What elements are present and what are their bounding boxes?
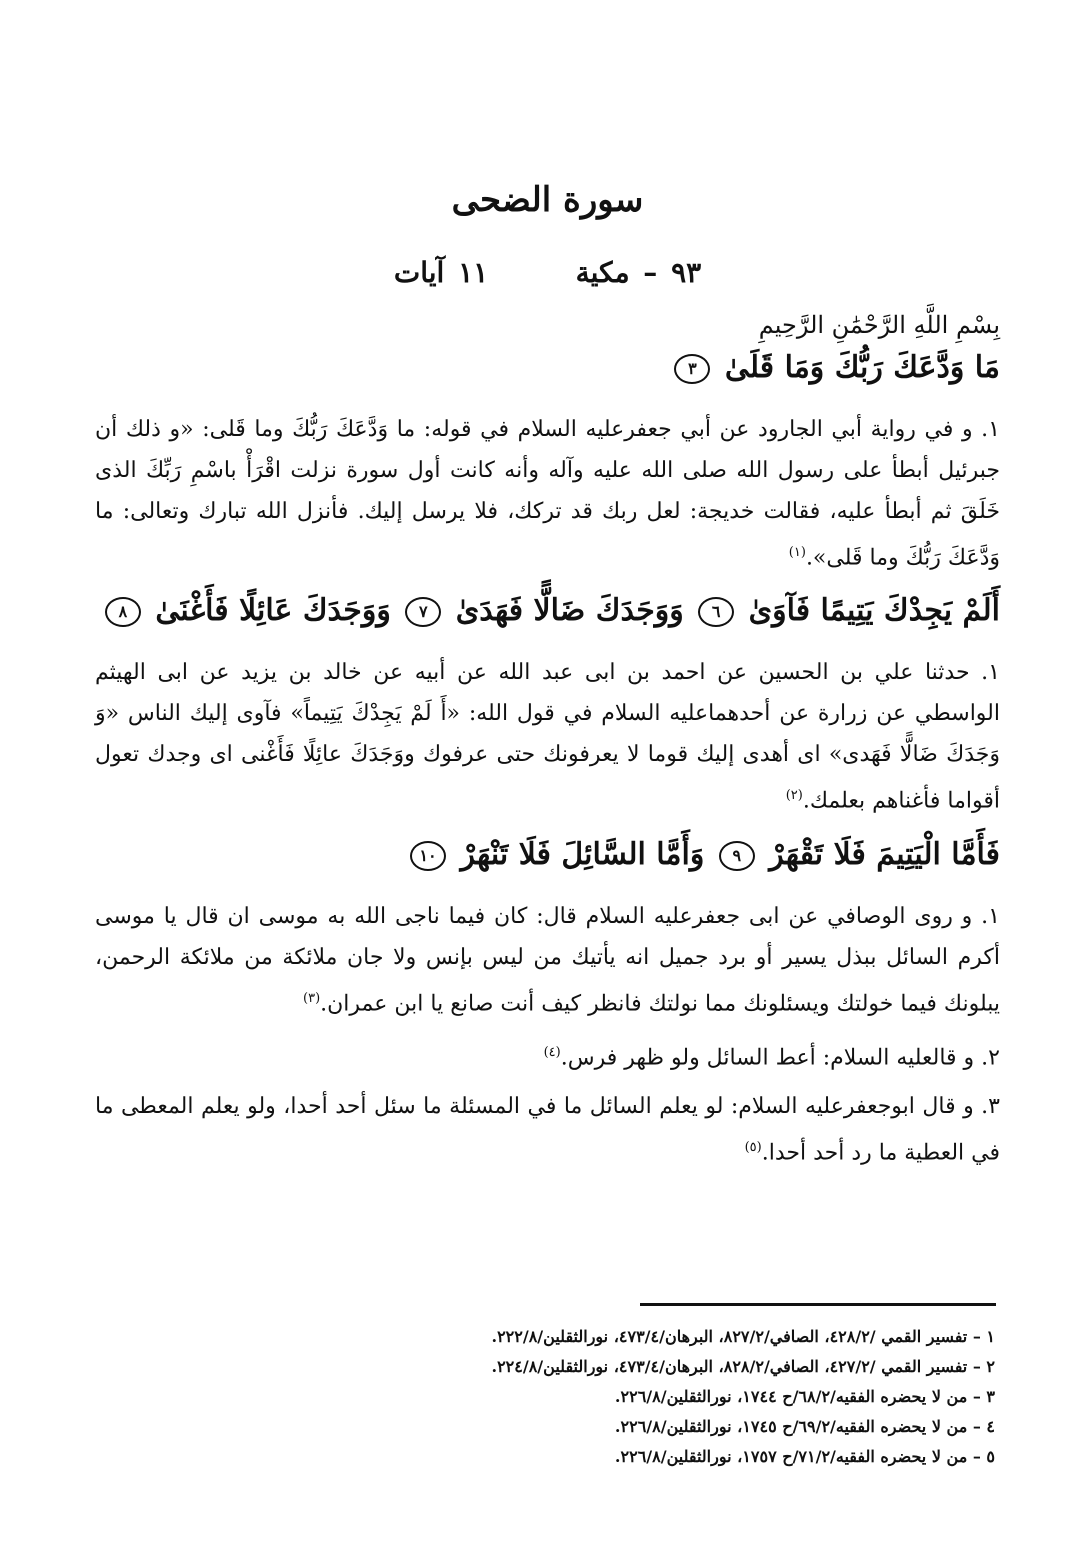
ayah-number: ٦ bbox=[698, 597, 734, 627]
footnote: ٢ – تفسير القمي /٤٢٧/٢، الصافي/٨٢٨/٢، البرهان/٤٧٣/٤، نورالثقلين/٢٢٤/٨. bbox=[491, 1357, 995, 1376]
quran-verse bbox=[95, 830, 1000, 880]
basmala: بِسْمِ اللَّهِ الرَّحْمَٰنِ الرَّحِيمِ bbox=[758, 311, 1000, 339]
footnote: ٣ – من لا يحضره الفقيه/٦٨/٢/ح ١٧٤٤، نورالثقلين/٢٢٦/٨. bbox=[614, 1387, 995, 1406]
paragraph-text: ٢. و قالعليه السلام: أعط السائل ولو ظهر فرس. bbox=[560, 1045, 1000, 1071]
paragraph-text: ٣. و قال ابوجعفرعليه السلام: لو يعلم السائل ما في المسئلة ما سئل أحد أحدا، ولو يعلم المعطى ما في العطية ما رد أحد أحدا. bbox=[95, 1094, 1000, 1166]
hadith-paragraph bbox=[95, 409, 1000, 578]
footnote-ref[interactable]: (٢) bbox=[785, 788, 803, 804]
surah-ayat-count: ١١ آيات bbox=[393, 256, 489, 289]
footnote-ref[interactable]: (٣) bbox=[303, 990, 321, 1006]
ayah-number: ٩ bbox=[719, 841, 755, 871]
footnote-divider bbox=[640, 1303, 996, 1306]
ayah-number: ٧ bbox=[405, 597, 441, 627]
ayah-number: ٨ bbox=[105, 597, 141, 627]
hadith-paragraph bbox=[95, 1032, 1000, 1078]
footnote: ١ – تفسير القمي /٤٢٨/٢، الصافي/٨٢٧/٢، البرهان/٤٧٣/٤، نورالثقلين/٢٢٢/٨. bbox=[491, 1327, 995, 1346]
footnote: ٤ – من لا يحضره الفقيه/٦٩/٢/ح ١٧٤٥، نورالثقلين/٢٢٦/٨. bbox=[614, 1417, 995, 1436]
ayah-number: ٣ bbox=[674, 354, 710, 384]
surah-title: سورة الضحى bbox=[451, 180, 644, 220]
verse-text: وَوَجَدَكَ عَائِلًا فَأَغْنَىٰ bbox=[155, 593, 391, 629]
verse-text: فَأَمَّا الْيَتِيمَ فَلَا تَقْهَرْ bbox=[769, 836, 1000, 872]
footnote-ref[interactable]: (٤) bbox=[543, 1044, 561, 1060]
footnote-ref[interactable]: (٥) bbox=[744, 1140, 762, 1156]
footnote: ٥ – من لا يحضره الفقيه/٧١/٢/ح ١٧٥٧، نورالثقلين/٢٢٦/٨. bbox=[614, 1447, 995, 1466]
verse-text: مَا وَدَّعَكَ رَبُّكَ وَمَا قَلَىٰ bbox=[724, 350, 1000, 385]
verse-text: وَوَجَدَكَ ضَالًّا فَهَدَىٰ bbox=[455, 593, 684, 629]
surah-meta bbox=[95, 256, 1000, 289]
verse-text: أَلَمْ يَجِدْكَ يَتِيمًا فَآوَىٰ bbox=[748, 593, 1000, 629]
page-body bbox=[95, 180, 1000, 1182]
hadith-paragraph bbox=[95, 896, 1000, 1024]
hadith-paragraph bbox=[95, 1086, 1000, 1173]
paragraph-text: ١. و روى الوصافي عن ابى جعفرعليه السلام قال: كان فيما ناجى الله به موسى ان قال يا موسى أكرم السائل ببذل يسير أو برد جميل انه يأتيك من ليس بإنس ولا جان ملائكة من ملائكة الرحمن، يبلونك فيما خولتك ويسئلونك مما نولتك فانظر كيف أنت صانع يا ابن عمران. bbox=[95, 903, 1000, 1016]
footnote-ref[interactable]: (١) bbox=[788, 545, 806, 560]
verse-text: وَأَمَّا السَّائِلَ فَلَا تَنْهَرْ bbox=[460, 836, 705, 872]
quran-verse bbox=[95, 586, 1000, 636]
surah-number-type: ٩٣ – مكية bbox=[575, 256, 702, 289]
quran-verse bbox=[95, 343, 1000, 393]
footnotes bbox=[295, 1322, 995, 1472]
ayah-number: ١٠ bbox=[410, 841, 446, 871]
hadith-paragraph bbox=[95, 652, 1000, 821]
paragraph-text: ١. حدثنا علي بن الحسين عن احمد بن ابى عبد الله عن أبيه عن خالد بن يزيد عن ابى الهيثم الواسطي عن زرارة عن أحدهماعليه السلام في قول الله: «أَ لَمْ يَجِدْكَ يَتِيماً» فآوى إليك الناس «وَ وَجَدَكَ ضَالًّا فَهَدى» اى أهدى إليك قوما لا يعرفونك حتى عرفوك ووَجَدَكَ عائِلًا فَأَغْنى اى وجدك تعول أقواما فأغناهم بعلمك. bbox=[95, 660, 1000, 814]
paragraph-text: ١. و في رواية أبي الجارود عن أبي جعفرعليه السلام في قوله: ما وَدَّعَكَ رَبُّكَ وما قَلى: «و ذلك أن جبرئيل أبطأ على رسول الله صلى الله عليه وآله وأنه كانت أول سورة نزلت اقْرَأْ باسْمِ رَبِّكَ الذى خَلَقَ ثم أبطأ عليه، فقالت خديجة: لعل ربك قد تركك، فلا يرسل إليك. فأنزل الله تبارك وتعالى: ما وَدَّعَكَ رَبُّكَ وما قَلى». bbox=[95, 417, 1000, 571]
